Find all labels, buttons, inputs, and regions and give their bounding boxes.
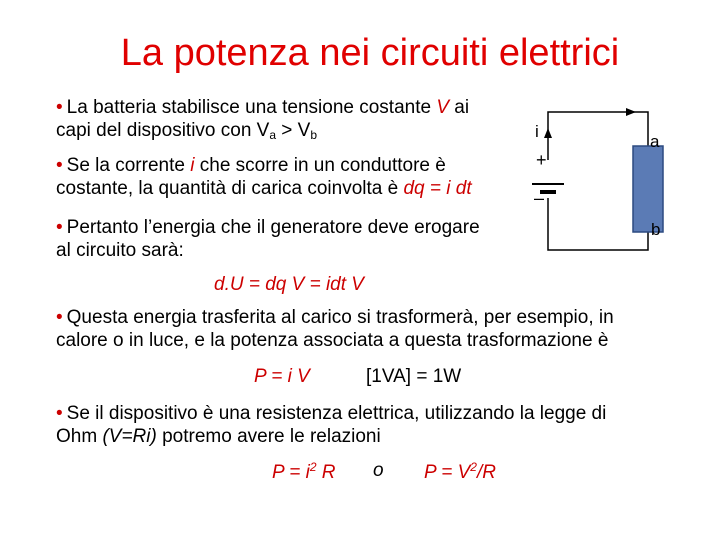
power-resistance-formula: $P = i^2$ R (272, 460, 336, 483)
charge-formula: dq = i dt (403, 178, 472, 199)
or-word: o (373, 460, 384, 481)
paragraph-energy: • Pertanto l’energia che il generatore deve erogare al circuito sarà: (56, 217, 480, 261)
label-plus: + (536, 150, 547, 170)
arrow-current-top (626, 108, 636, 116)
power-formula: P = i V (254, 366, 310, 387)
label-minus: – (534, 188, 545, 208)
bullet: • (56, 97, 63, 118)
arrow-current-left (544, 128, 552, 138)
label-node-a: a (650, 132, 660, 151)
label-current: i (535, 122, 539, 141)
energy-formula: d.U = dq V = idt V (214, 274, 364, 295)
paragraph-battery: • La batteria stabilisce una tensione costante V ai capi del dispositivo con $V_a > V_b$ (56, 97, 470, 142)
paragraph-resistance: • Se il dispositivo è una resistenza elettrica, utilizzando la legge di Ohm (V=Ri) potremo avere le relazioni (56, 403, 607, 447)
label-node-b: b (651, 220, 661, 239)
unit-relation: [1VA] = 1W (366, 366, 462, 387)
paragraph-power: • Questa energia trasferita al carico si trasformerà, per esempio, in calore o in luce, e la potenza associata a questa trasformazione è (56, 307, 614, 351)
power-voltage-formula: $P = V^2/R$ (424, 460, 496, 483)
paragraph-current: • Se la corrente i che scorre in un conduttore è costante, la quantità di carica coinvolta è dq = i dt (56, 155, 472, 199)
page-title: La potenza nei circuiti elettrici (120, 32, 620, 74)
